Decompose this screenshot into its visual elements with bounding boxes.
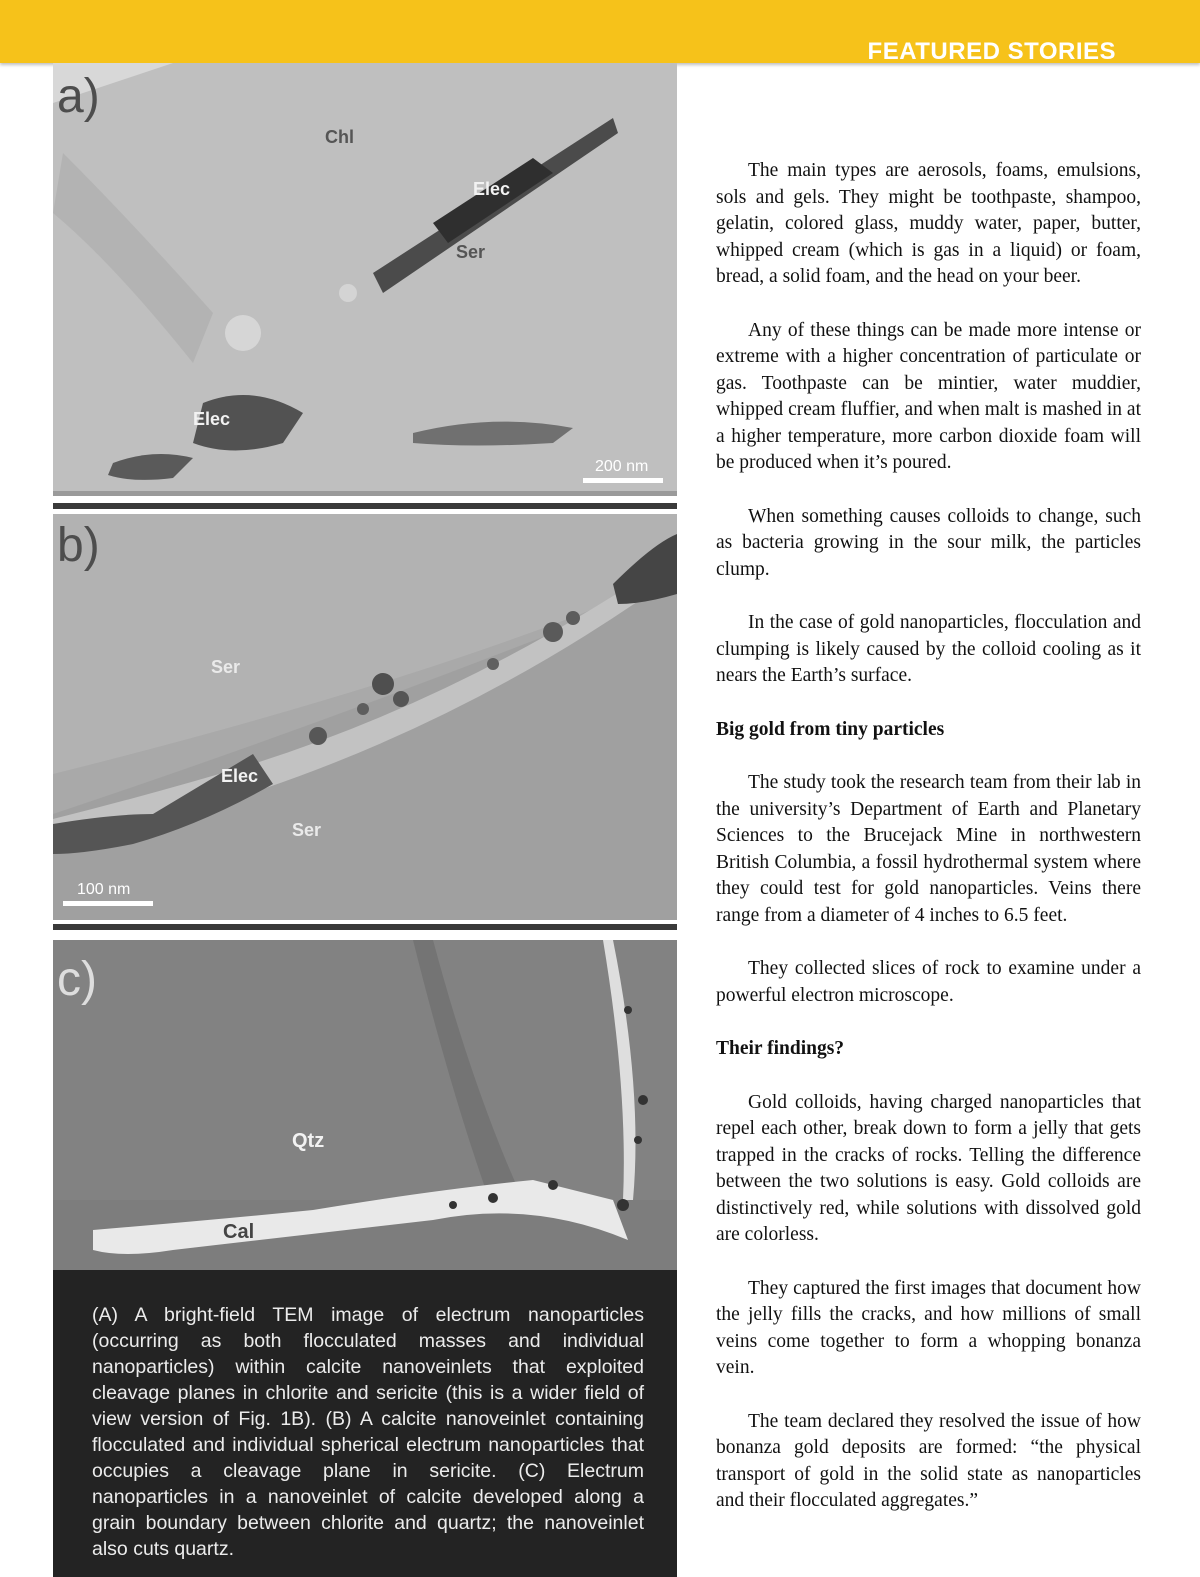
panel-a-label-elec-2: Elec: [193, 409, 231, 429]
panel-a-label-chl: Chl: [325, 127, 354, 147]
article-paragraph: They collected slices of rock to examine under a powerful electron microscope.: [716, 958, 1141, 1006]
figure-panel-a: [53, 63, 677, 496]
article-subheading: Big gold from tiny particles: [716, 718, 945, 740]
panel-c-label-cal: Cal: [223, 1221, 255, 1243]
article-paragraph: The team declared they resolved the issue of how bonanza gold deposits are formed: “the physical transport of gold in the solid state as nanoparticles and their flocculated aggregates.”: [716, 1410, 1141, 1511]
article-paragraph: When something causes colloids to change, such as bacteria growing in the sour milk, the particles clump.: [716, 505, 1141, 580]
figure-panel-b: [53, 514, 677, 920]
panel-b-label-ser-1: Ser: [211, 657, 241, 677]
panel-b-scale-bar: [63, 901, 153, 906]
article-subheading: Their findings?: [716, 1038, 845, 1059]
section-label: FEATURED STORIES: [867, 38, 1116, 65]
panel-a-letter: a): [57, 70, 100, 123]
article-paragraph: Gold colloids, having charged nanoparticles that repel each other, break down to form a jelly that gets trapped in the cracks of rocks. Telling the difference between the two solutions is easy. Gold colloids are distinctively red, while solutions with dissolved gold are colorless.: [716, 1091, 1141, 1245]
panel-a-label-ser: Ser: [456, 242, 486, 262]
article-paragraph: The study took the research team from their lab in the university’s Department of Earth and Planetary Sciences to the Brucejack Mine in northwestern British Columbia, a fossil hydrothermal system where they could test for gold nanoparticles. Veins there range from a diameter of 4 inches to 6.5 feet.: [716, 772, 1141, 926]
panel-a-scale-bar: [583, 478, 663, 483]
panel-b-label-ser-2: Ser: [292, 820, 322, 840]
panel-a-scale-bar-label: 200 nm: [595, 458, 649, 475]
panel-a-label-elec-1: Elec: [473, 179, 511, 199]
article-paragraph: In the case of gold nanoparticles, flocculation and clumping is likely caused by the colloid cooling as it nears the Earth’s surface.: [716, 612, 1141, 686]
article-paragraph: The main types are aerosols, foams, emulsions, sols and gels. They might be toothpaste, shampoo, gelatin, colored glass, muddy water, paper, butter, whipped cream (which is gas in a liquid) or foam, bread, a solid foam, and the head on your beer.: [716, 160, 1141, 287]
figure-caption: (A) A bright-field TEM image of electrum nanoparticles (occurring as both flocculated masses and individual nanoparticles) within calcite nanoveinlets that exploited cleavage planes in chlorite and sericite (this is a wider field of view version of Fig. 1B). (B) A calcite nanoveinlet containing flocculated and individual spherical electrum nanoparticles that occupies a cleavage plane in sericite. (C) Electrum nanoparticles in a nanoveinlet of calcite developed along a grain boundary between chlorite and quartz; the nanoveinlet also cuts quartz.: [92, 1304, 644, 1560]
panel-c-label-qtz: Qtz: [292, 1130, 325, 1152]
article-body: [716, 158, 1141, 1542]
panel-divider: [53, 924, 677, 930]
panel-c-letter: c): [57, 953, 97, 1006]
panel-b-letter: b): [57, 519, 100, 572]
article-paragraph: Any of these things can be made more intense or extreme with a higher concentration of particulate or gas. Toothpaste can be mintier, water muddier, whipped cream fluffier, and when malt is mashed in at a higher temperature, more carbon dioxide foam will be produced when it’s poured.: [716, 319, 1141, 473]
article-paragraph: They captured the first images that document how the jelly fills the cracks, and how millions of small veins come together to form a whopping bonanza vein.: [716, 1277, 1141, 1378]
panel-divider: [53, 503, 677, 509]
panel-b-label-elec: Elec: [221, 766, 259, 786]
panel-b-scale-bar-label: 100 nm: [77, 881, 131, 898]
